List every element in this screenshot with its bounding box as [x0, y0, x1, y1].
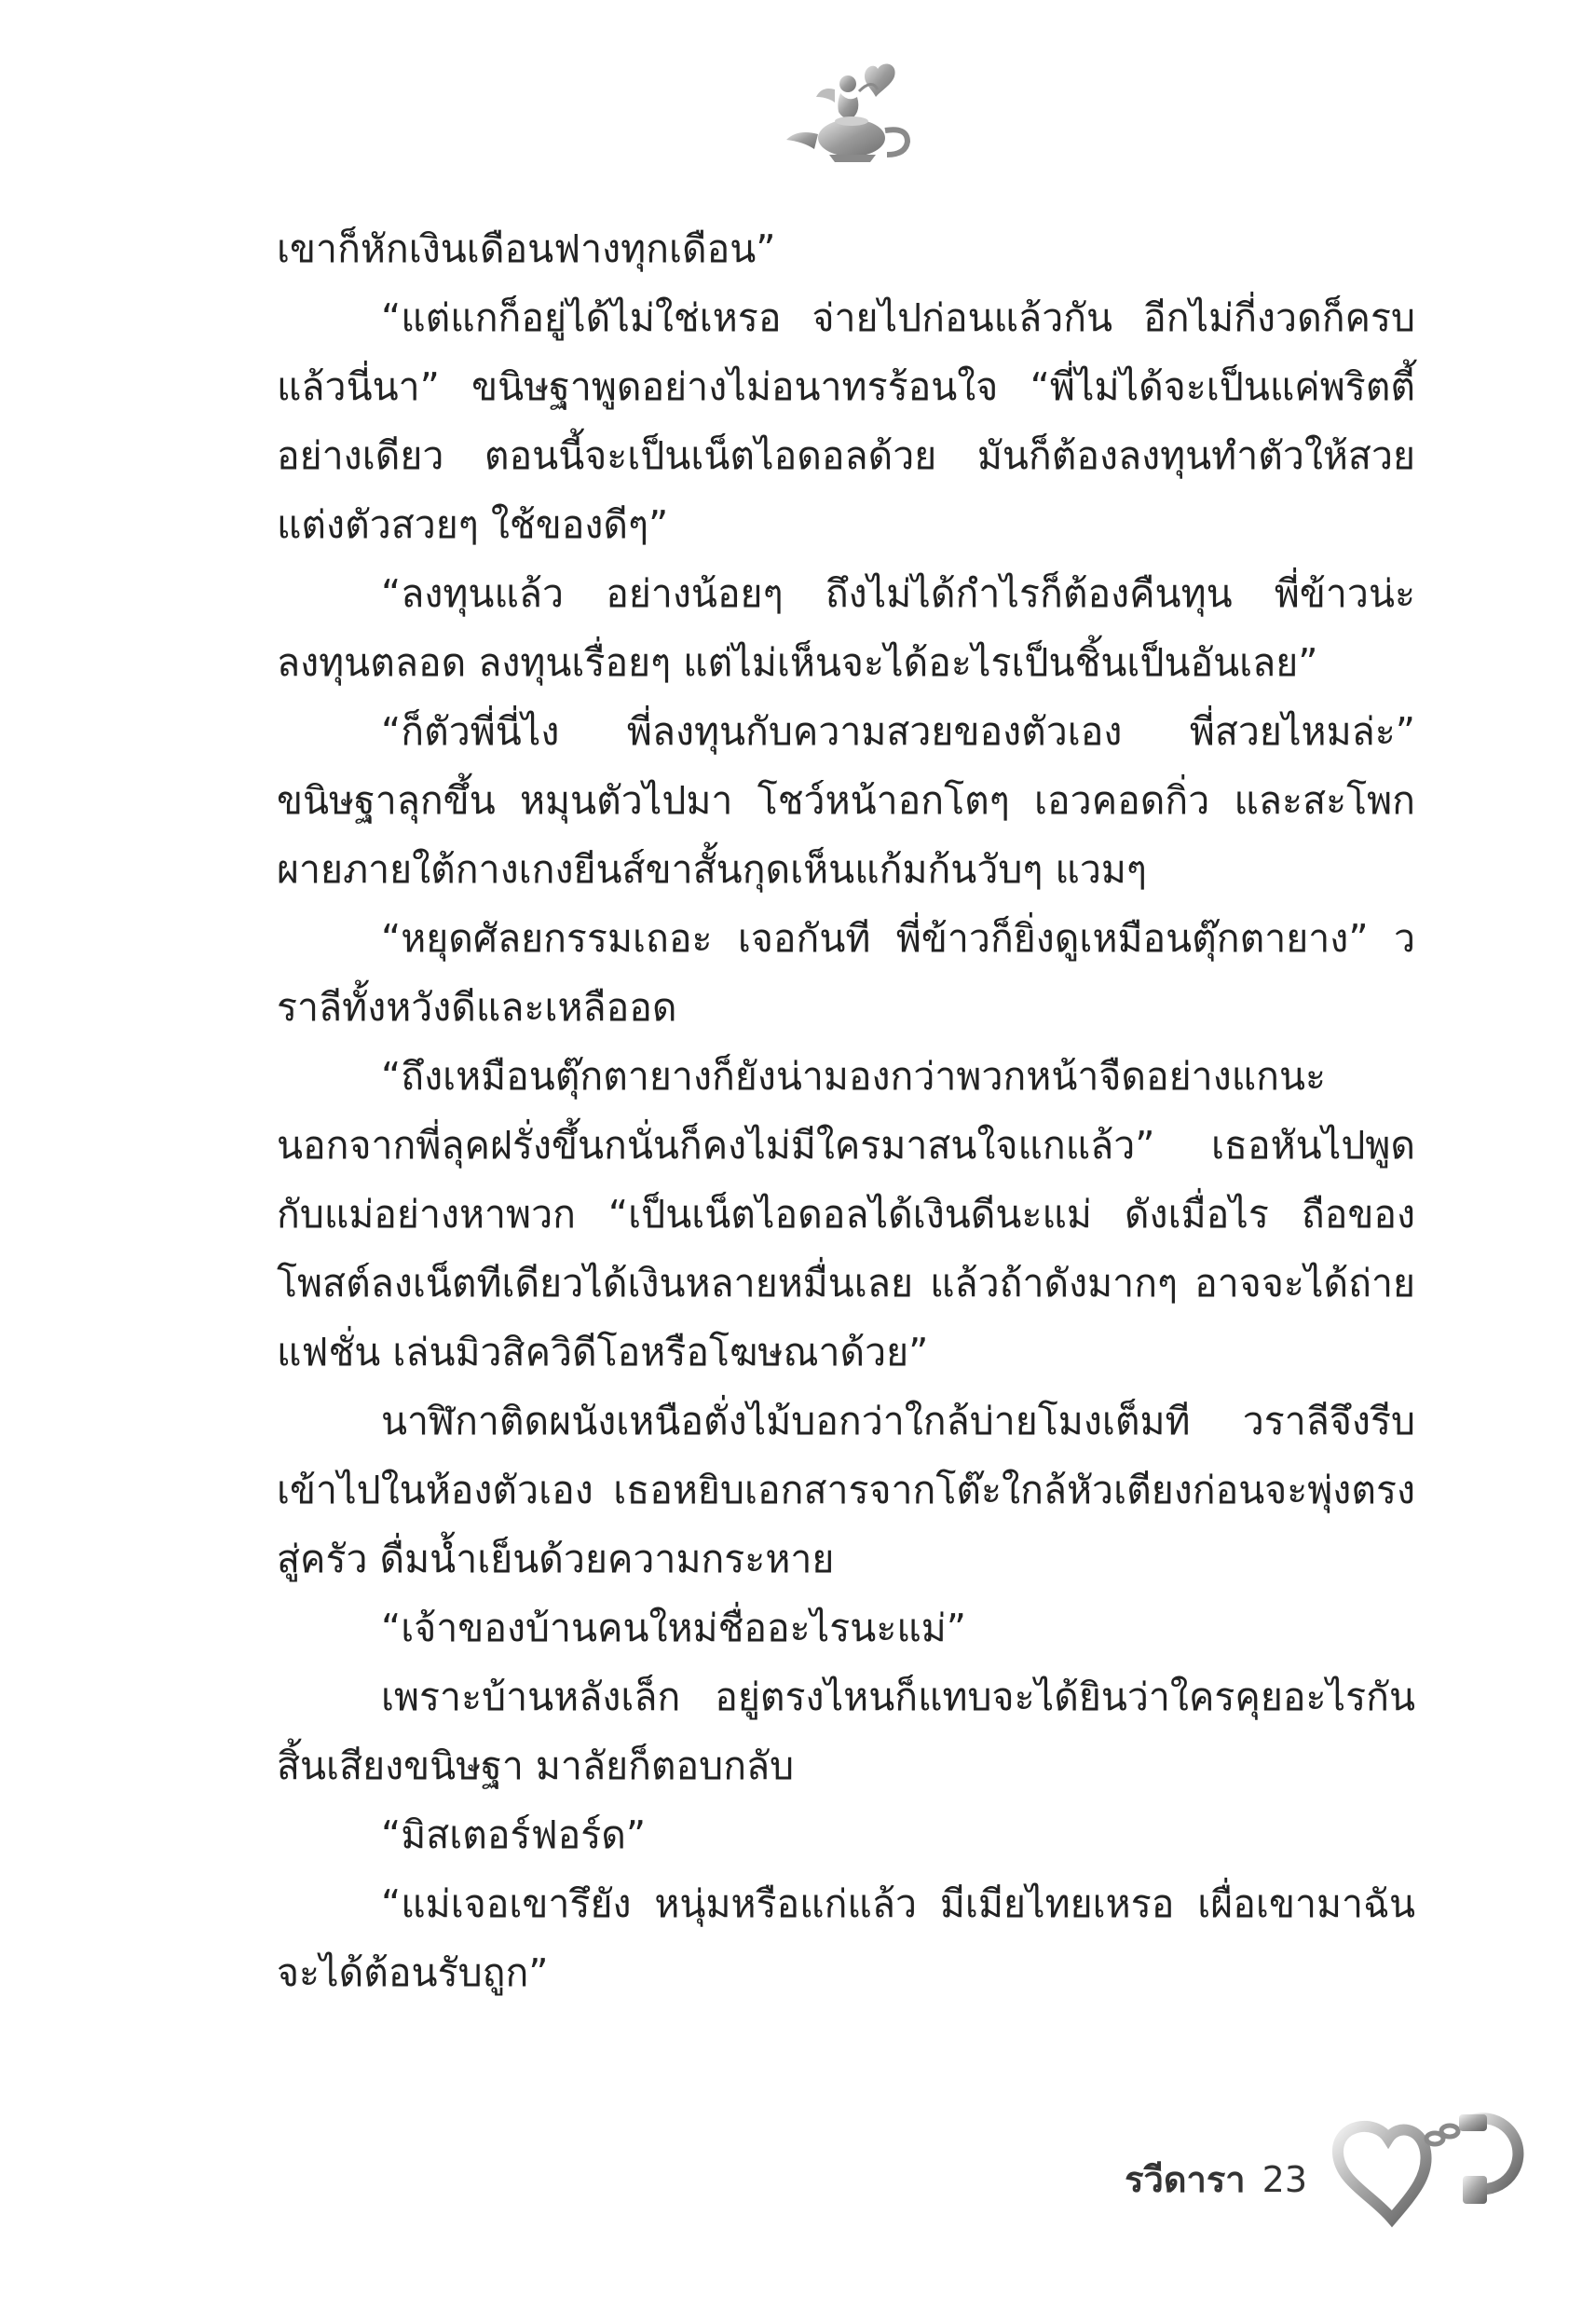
body-text — [277, 214, 1415, 2007]
paragraph: เพราะบ้านหลังเล็ก อยู่ตรงไหนก็แทบจะได้ยินว่าใครคุยอะไรกันสิ้นเสียงขนิษฐา มาลัยก็ตอบกลับ — [277, 1675, 1415, 1788]
paragraph: “ถึงเหมือนตุ๊กตายางก็ยังน่ามองกว่าพวกหน้าจืดอย่างแกนะ นอกจากพี่ลุคฝรั่งขึ้นกนั่นก็คงไม่มีใครมาสนใจแกแล้ว” เธอหันไปพูดกับแม่อย่างหาพวก “เป็นเน็ตไอดอลได้เงินดีนะแม่ ดังเมื่อไร ถือของโพสต์ลงเน็ตทีเดียวได้เงินหลายหมื่นเลย แล้วถ้าดังมากๆ อาจจะได้ถ่ายแฟชั่น เล่นมิวสิควิดีโอหรือโฆษณาด้วย” — [277, 1054, 1415, 1374]
paragraph: “ลงทุนแล้ว อย่างน้อยๆ ถึงไม่ได้กำไรก็ต้องคืนทุน พี่ข้าวน่ะลงทุนตลอด ลงทุนเรื่อยๆ แต่ไม่เห็นจะได้อะไรเป็นชิ้นเป็นอันเลย” — [277, 571, 1415, 685]
page-footer — [1125, 2151, 1307, 2208]
page-number: 23 — [1262, 2159, 1307, 2200]
heart-handcuffs-ornament-icon — [1323, 2083, 1547, 2246]
cupid-teapot-ornament-icon — [773, 56, 922, 168]
paragraph: “แม่เจอเขารึยัง หนุ่มหรือแก่แล้ว มีเมียไทยเหรอ เผื่อเขามาฉันจะได้ต้อนรับถูก” — [277, 1881, 1415, 1995]
paragraph: เขาก็หักเงินเดือนฟางทุกเดือน” — [277, 226, 776, 271]
paragraph: “ก็ตัวพี่นี่ไง พี่ลงทุนกับความสวยของตัวเอง พี่สวยไหมล่ะ” ขนิษฐาลุกขึ้น หมุนตัวไปมา โชว์หน้าอกโตๆ เอวคอดกิ่ว และสะโพกผายภายใต้กางเกงยีนส์ขาสั้นกุดเห็นแก้มก้นวับๆ แวมๆ — [277, 709, 1415, 892]
paragraph: นาฬิกาติดผนังเหนือตั่งไม้บอกว่าใกล้บ่ายโมงเต็มที วราลีจึงรีบเข้าไปในห้องตัวเอง เธอหยิบเอกสารจากโต๊ะใกล้หัวเตียงก่อนจะพุ่งตรงสู่ครัว ดื่มน้ำเย็นด้วยความกระหาย — [277, 1399, 1415, 1581]
paragraph: “แต่แกก็อยู่ได้ไม่ใช่เหรอ จ่ายไปก่อนแล้วกัน อีกไม่กี่งวดก็ครบแล้วนี่นา” ขนิษฐาพูดอย่างไม่อนาทรร้อนใจ “พี่ไม่ได้จะเป็นแค่พริตตี้อย่างเดียว ตอนนี้จะเป็นเน็ตไอดอลด้วย มันก็ต้องลงทุนทำตัวให้สวยแต่งตัวสวยๆ ใช้ของดีๆ” — [277, 295, 1415, 547]
paragraph: “มิสเตอร์ฟอร์ด” — [381, 1812, 647, 1857]
paragraph: “เจ้าของบ้านคนใหม่ชื่ออะไรนะแม่” — [381, 1606, 967, 1650]
paragraph: “หยุดศัลยกรรมเถอะ เจอกันที พี่ข้าวก็ยิ่งดูเหมือนตุ๊กตายาง” วราลีทั้งหวังดีและเหลืออด — [277, 916, 1415, 1030]
book-title: รวีดารา — [1125, 2159, 1246, 2200]
